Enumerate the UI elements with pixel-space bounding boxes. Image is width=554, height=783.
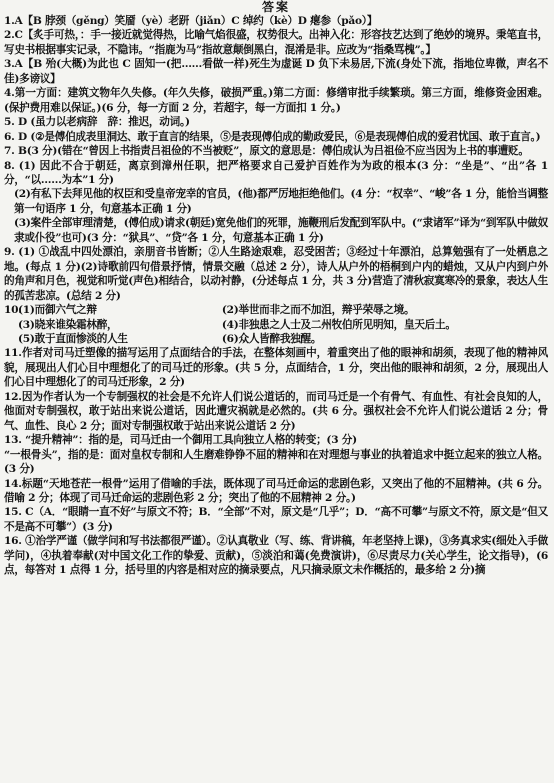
answer-10-item-4: (4)非独患之人士及二州牧伯所见明知，皇天后土。 <box>221 318 456 331</box>
answer-1: 1.A【B 脖颈（gěng）笑靥（yè）老趼（jiǎn）C 绰约（kè）D 瘪参（pǎo）】 <box>4 15 378 27</box>
answer-5: 5. D (虽力以老病辞 辞：推迟，动词。) <box>4 116 190 129</box>
answer-16: 16. ①治学严谨（做学问和写书法都很严谨）。②认真敬业（写、练、背讲稿，年老坚持上课)，③务真求实(细处入手做学问)，④执着奉献(对中国文化工作的挚爱、贡献)，⑤淡泊和蔼(免费演讲)，⑥尽责尽力(关心学生，论文指导)，(6 点，每答对 1 点得 1 分，括号里的内容是相对应的摘录要点，凡只摘录原文未作概括的，最多给 2 分)摘 <box>4 535 548 577</box>
answer-11: 11.作者对司马迁塑像的描写运用了点面结合的手法，在整体刻画中，着重突出了他的眼神和胡须，表现了他的精神风貌，展现出人们心目中理想化了的司马迁的形象。(共 5 分，点面结合，1 分，突出他的眼神和胡须，2 分，展现出人们心目中理想化了的司马迁形象，2 分) <box>4 347 548 389</box>
answer-4: 4.第一方面：建筑文物年久失修。(年久失修，破损严重。)第二方面：修缮审批手续繁琐。第三方面，维修资金困难。(保护费用难以保证。)(6 分，每一方面 2 分，若超字，每一方面扣 1 分。) <box>4 87 548 114</box>
answer-7: 7. B(3 分)(错在“曾因上书指责吕祖俭的不当被贬”，原文的意思是：傅伯成认为吕祖俭不应当因为上书的事遭贬。 <box>4 145 529 158</box>
answer-3: 3.A【B 殆(大概)为此也 C 固知一(把……看做一样)死生为虚诞 D 负下未易居,下流(身处下流，指地位卑微，声名不佳)多谤议】 <box>4 58 548 85</box>
answer-8-2: (2)有私下去拜见他的权臣和受皇帝宠幸的官员，(他)都严厉地拒绝他们。(4 分：“权幸”、“峻”各 1 分，能恰当调整第一句语序 1 分，句意基本正确 1 分) <box>14 188 548 215</box>
answer-15: 15. C（A．“眼睛一直不好”与原文不符；B．“全部”不对，原文是“几乎”；D．“高不可攀”与原文不符，原文是“但又不是高不可攀”）(3 分) <box>4 506 548 533</box>
answer-list <box>4 14 548 578</box>
answer-13-a: 13. “提升精神”：指的是，司马迁由一个御用工具向独立人格的转变；(3 分) <box>4 434 357 447</box>
answer-6: 6. D (②是傅伯成表里洞达、敢于直言的结果，⑤是表现傅伯成的勤政爱民，⑥是表现傅伯成的爱君忧国、敢于直言。) <box>4 130 541 143</box>
answer-8-3: (3)案件全部审理清楚，(傅伯成)请求(朝廷)宽免他们的死罪，施鞭刑后发配到军队中。(“隶诸军”译为“到军队中做奴隶或仆役”也可)(3 分：“狱具”、“贷”各 1 分，句意基本正确 1 分) <box>14 217 548 244</box>
answer-8-1: 8. (1) 因此不合于朝廷，离京到漳州任职，把严格要求自己爱护百姓作为为政的根本(3 分：“坐是”、“出”各 1 分，“以……为本”1 分) <box>4 159 548 186</box>
answer-10-item-6: (6)众人皆醉我独醒。 <box>221 332 322 345</box>
answer-12: 12.因为作者认为一个专制强权的社会是不允许人们说公道话的，而司马迁是一个有骨气、有血性、有社会良知的人，他面对专制强权，敢于站出来说公道话，因此遭灾祸就是必然的。(共 6 分。强权社会不允许人们说公道话 2 分；骨气、血性、良心 2 分；面对专制强权敢于站出来说公道话 2 分) <box>4 390 548 432</box>
answer-10-item-5: (5)敢于直面惨淡的人生 <box>18 332 128 345</box>
answer-10 <box>4 303 548 346</box>
page-title: 答案 <box>261 0 290 14</box>
answer-10-item-2: (2)举世而非之而不加沮，辩乎荣辱之境。 <box>221 304 415 317</box>
answer-10-item-3: (3)晓来谁染霜林醉， <box>18 318 118 331</box>
answer-14: 14.标题“天地苍茫一根骨”运用了借喻的手法，既体现了司马迁命运的悲剧色彩，又突出了他的不屈精神。(共 6 分。借喻 2 分；体现了司马迁命运的悲剧色彩 2 分；突出了他的不屈精神 2 分。) <box>4 477 548 504</box>
answer-13-b: “一根骨头”，指的是：面对皇权专制和人生磨难铮铮不屈的精神和在对理想与事业的执着追求中挺立起来的独立人格。(3 分) <box>4 448 548 476</box>
answer-10-item-1: (1)而御六气之辩 <box>18 304 97 317</box>
answer-2: 2.C【炙手可热，：手一接近就觉得热，比喻气焰很盛，权势很大。出神入化：形容技艺达到了绝妙的境界。秉笔直书，写史书根据事实记录，不隐讳。“指鹿为马”指故意颠倒黑白，混淆是非。应改为“指桑骂槐”。】 <box>4 29 548 56</box>
answer-9: 9. (1) ①战乱中四处漂泊，亲朋音书皆断；②人生路途艰难，忍受困苦；③经过十年漂泊，总算勉强有了一处栖息之地。(每点 1 分)(2)诗歌前四句借景抒情，情景交融（总述 2 分），诗人从户外的梧桐到户内的蜡烛，又从户内到户外的角声和月色，视觉和听觉(声色)相结合，以动衬静，(分述每点 1 分，共 3 分)营造了清秋寂寞寒冷的景象，表达人生的孤苦悲凉。(总结 2 分) <box>4 246 548 302</box>
answer-10-label: 10. <box>4 304 22 317</box>
